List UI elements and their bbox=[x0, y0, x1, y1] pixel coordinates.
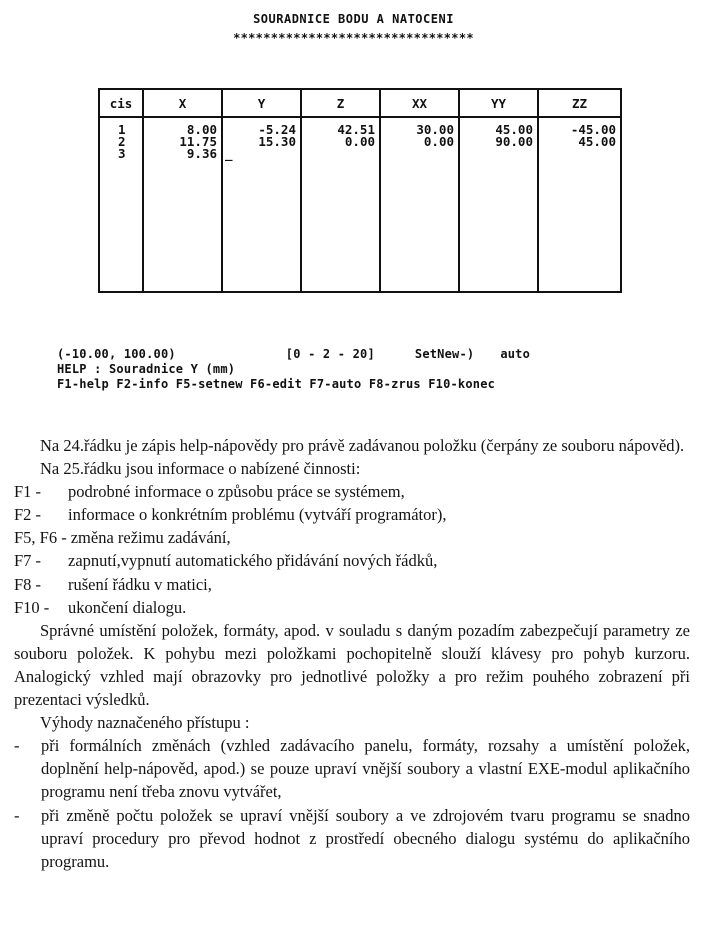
cell-yy[interactable] bbox=[460, 148, 533, 160]
help-line: HELP : Souradnice Y (mm) bbox=[57, 362, 236, 376]
col-yy bbox=[459, 117, 538, 292]
col-xx bbox=[380, 117, 459, 292]
coordinates-table bbox=[98, 88, 622, 293]
list-item bbox=[14, 734, 690, 803]
cell-zz[interactable] bbox=[539, 148, 616, 160]
cell-x[interactable]: 11.75 bbox=[179, 134, 217, 149]
cell-y[interactable]: 15.30 bbox=[258, 134, 296, 149]
fkey-description: ukončení dialogu. bbox=[68, 597, 187, 617]
fkey-description: podrobné informace o způsobu práce se systémem, bbox=[68, 482, 405, 502]
col-z bbox=[301, 117, 380, 292]
cell-xx[interactable] bbox=[381, 148, 454, 160]
list-item bbox=[14, 549, 690, 572]
cell-x[interactable]: 8.00 bbox=[186, 122, 217, 137]
table-header-row bbox=[99, 89, 621, 117]
col-header-y: Y bbox=[222, 89, 301, 117]
cell-xx[interactable]: 0.00 bbox=[423, 134, 454, 149]
cell-yy[interactable]: 45.00 bbox=[495, 122, 533, 137]
bullet-text: při formálních změnách (vzhled zadávacího panelu, formáty, rozsahy a umístění položek, doplnění help-nápověd, apod.) se pouze upraví vnější soubory a vlastní EXE-modul aplikačního programu není třeba znovu vytvářet, bbox=[41, 736, 690, 802]
cell-x[interactable]: 9.36 bbox=[186, 146, 217, 161]
document-text bbox=[14, 434, 690, 873]
fkey-label: F7 - bbox=[14, 551, 42, 571]
paragraph-advantages-heading: Výhody naznačeného přístupu : bbox=[40, 713, 250, 733]
list-item bbox=[14, 804, 690, 873]
bullet-mark: - bbox=[14, 805, 20, 825]
mode-indicator: auto bbox=[500, 347, 531, 361]
col-y bbox=[222, 117, 301, 292]
col-header-z: Z bbox=[301, 89, 380, 117]
bullet-text: při změně počtu položek se upraví vnější soubory a ve zdrojovém tvaru programu se snadno upraví procedury pro převod hodnot z prostředí obecného dialogu systému do aplikačního programu. bbox=[41, 805, 690, 871]
fkey-label: F10 - bbox=[14, 597, 50, 617]
position-readout: [0 - 2 - 20] bbox=[285, 347, 375, 361]
list-item bbox=[14, 503, 690, 526]
fkey-label: F2 - bbox=[14, 505, 42, 525]
cell-y[interactable]: -5.24 bbox=[258, 122, 296, 137]
col-x bbox=[143, 117, 222, 292]
col-header-yy: YY bbox=[459, 89, 538, 117]
cell-cis: 3 bbox=[118, 146, 126, 161]
fkey-label: F1 - bbox=[14, 482, 42, 502]
range-readout: (-10.00, 100.00) bbox=[57, 347, 176, 361]
cell-y-cursor[interactable]: _ bbox=[225, 146, 233, 161]
fkey-label: F8 - bbox=[14, 574, 42, 594]
col-zz bbox=[538, 117, 621, 292]
fkey-label: F5, F6 - bbox=[14, 528, 67, 548]
table-body bbox=[99, 117, 621, 292]
list-item bbox=[14, 526, 690, 549]
cell-z[interactable] bbox=[302, 148, 375, 160]
cell-zz[interactable]: -45.00 bbox=[570, 122, 616, 137]
col-header-xx: XX bbox=[380, 89, 459, 117]
cell-cis: 1 bbox=[118, 122, 126, 137]
fkey-description: rušení řádku v matici, bbox=[68, 574, 212, 594]
paragraph-help-line: Na 24.řádku je zápis help-nápovědy pro právě zadávanou položku (čerpány ze souboru nápověd). bbox=[40, 436, 685, 455]
title-underline-stars: ******************************** bbox=[233, 31, 474, 45]
bullet-mark: - bbox=[14, 736, 20, 756]
list-item bbox=[14, 480, 690, 503]
paragraph-info-line: Na 25.řádku jsou informace o nabízené činnosti: bbox=[40, 459, 361, 479]
list-item bbox=[14, 596, 690, 619]
paragraph-layout: Správné umístění položek, formáty, apod. v souladu s daným pozadím zabezpečují parametry ze souboru položek. K pohybu mezi položkami pochopitelně slouží klávesy pro pohyb kurzoru. Analogický vzhled mají obrazovky pro jednotlivé položky a pro režim pouhého zobrazení při prezentaci výsledků. bbox=[14, 620, 690, 710]
cell-cis: 2 bbox=[118, 134, 126, 149]
col-header-x: X bbox=[143, 89, 222, 117]
fkey-description: změna režimu zadávání, bbox=[70, 528, 231, 548]
col-header-cis: cis bbox=[99, 89, 143, 117]
cell-z[interactable]: 0.00 bbox=[344, 134, 375, 149]
screen-title: SOURADNICE BODU A NATOCENI bbox=[253, 12, 454, 26]
setnew-indicator: SetNew-) bbox=[414, 347, 475, 361]
cell-zz[interactable]: 45.00 bbox=[578, 134, 616, 149]
fkey-description: zapnutí,vypnutí automatického přidávání nových řádků, bbox=[68, 551, 438, 571]
cell-z[interactable]: 42.51 bbox=[337, 122, 375, 137]
function-keys-line: F1-help F2-info F5-setnew F6-edit F7-auto F8-zrus F10-konec bbox=[57, 377, 496, 391]
list-item bbox=[14, 573, 690, 596]
col-header-zz: ZZ bbox=[538, 89, 621, 117]
function-key-list bbox=[14, 480, 690, 619]
col-cis bbox=[99, 117, 143, 292]
fkey-description: informace o konkrétním problému (vytváří programátor), bbox=[68, 505, 447, 525]
cell-xx[interactable]: 30.00 bbox=[416, 122, 454, 137]
cell-yy[interactable]: 90.00 bbox=[495, 134, 533, 149]
status-line bbox=[57, 347, 530, 361]
